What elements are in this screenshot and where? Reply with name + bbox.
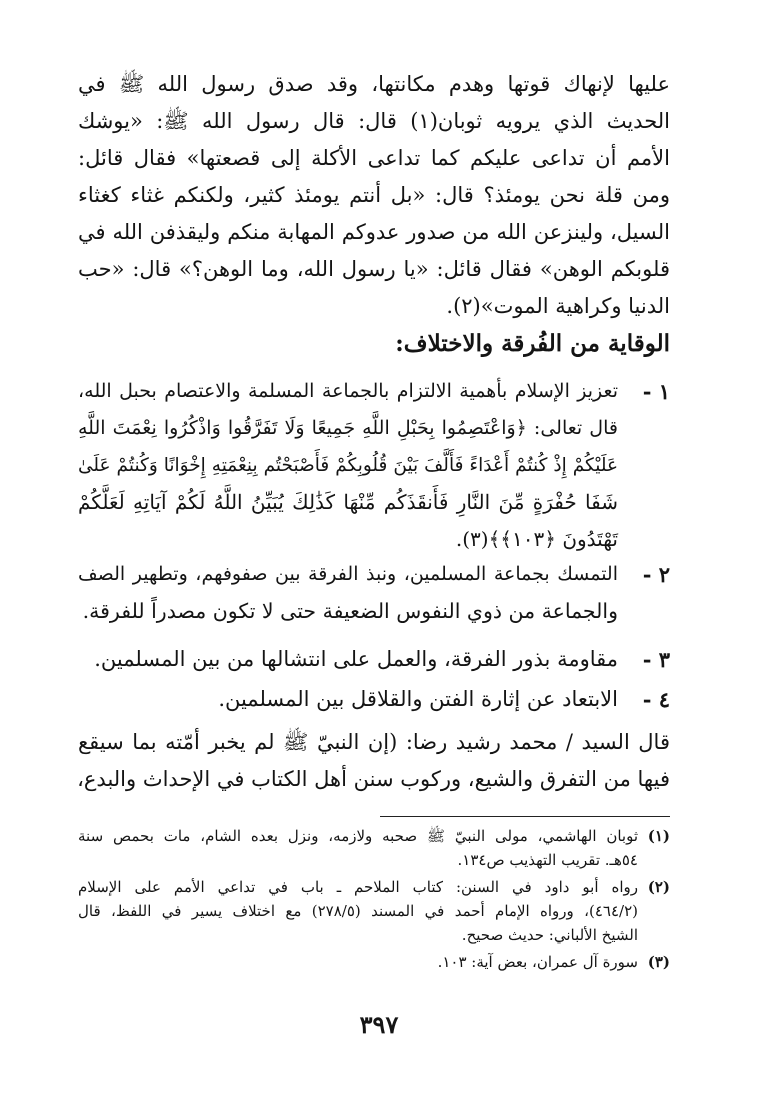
- footnote-number: (٣): [647, 953, 670, 971]
- list-item: [78, 373, 670, 558]
- footnote-number: (٢): [647, 878, 670, 896]
- list-item: [78, 641, 670, 678]
- quran-verse-line: عَلَيْكُمْ إِذْ كُنتُمْ أَعْدَاءً فَأَلَّفَ بَيْنَ قُلُوبِكُمْ فَأَصْبَحْتُم بِنِعْمَتِهِ إِخْوَانًا وَكُنتُمْ عَلَىٰ: [78, 455, 618, 476]
- text-line: الابتعاد عن إثارة الفتن والقلاقل بين المسلمين.: [218, 687, 618, 711]
- footnote-divider: [380, 816, 670, 817]
- list-item-number: ٢ -: [642, 562, 670, 587]
- footnote-line: ٥٤هـ. تقريب التهذيب ص١٣٤.: [457, 851, 638, 869]
- footnote-line: (٤٦٤/٢)، ورواه الإمام أحمد في المسند (٢٧٨/٥) مع اختلاف يسير في اللفظ، قال: [78, 902, 638, 920]
- list-item: [78, 556, 670, 630]
- text-line: الأمم أن تداعى عليكم كما تداعى الأكلة إلى قصعتها» فقال قائل:: [78, 146, 670, 170]
- footnote-line: ثوبان الهاشمي، مولى النبيّ ﷺ صحبه ولازمه، ونزل بعده الشام، مات بحمص سنة: [78, 827, 638, 845]
- section-heading: الوقاية من الفُرقة والاختلاف:: [395, 330, 670, 357]
- text-line: الدنيا وكراهية الموت»(٢).: [446, 294, 670, 318]
- text-line: عليها لإنهاك قوتها وهدم مكانتها، وقد صدق رسول الله ﷺ في: [78, 72, 670, 96]
- list-item-body: [78, 373, 618, 558]
- list-item-number: ١ -: [642, 379, 670, 404]
- footnote-line: سورة آل عمران، بعض آية: ١٠٣.: [437, 953, 638, 971]
- text-line: قال السيد / محمد رشيد رضا: (إن النبيّ ﷺ لم يخبر أمّته بما سيقع: [78, 730, 670, 754]
- footnote: [78, 824, 670, 872]
- footnote-line: رواه أبو داود في السنن: كتاب الملاحم ـ باب في تداعي الأمم على الإسلام: [78, 878, 638, 896]
- text-line: مقاومة بذور الفرقة، والعمل على انتشالها من بين المسلمين.: [94, 647, 618, 671]
- intro-paragraph: [78, 66, 670, 325]
- text-line: فيها من التفرق والشيع، وركوب سنن أهل الكتاب في الإحداث والبدع،: [77, 767, 670, 791]
- footnote-number: (١): [647, 827, 670, 845]
- text-line: الحديث الذي يرويه ثوبان(١) قال: قال رسول الله ﷺ: «يوشك: [78, 109, 670, 133]
- list-item-number: ٤ -: [642, 687, 670, 712]
- text-line: والجماعة من ذوي النفوس الضعيفة حتى لا تكون مصدراً للفرقة.: [82, 599, 618, 623]
- text-line: قلوبكم الوهن» فقال قائل: «يا رسول الله، وما الوهن؟» قال: «حب: [78, 257, 670, 281]
- list-item-body: [78, 681, 618, 718]
- quran-verse-line: تَهْتَدُونَ ﴿١٠٣﴾﴾(٣).: [455, 527, 618, 551]
- footnote-line: الشيخ الألباني: حديث صحيح.: [461, 926, 638, 944]
- quran-verse-line: قال تعالى: ﴿وَاعْتَصِمُوا بِحَبْلِ اللَّهِ جَمِيعًا وَلَا تَفَرَّقُوا وَاذْكُرُوا نِعْمَتَ اللَّهِ: [78, 417, 618, 439]
- footnotes: [78, 824, 670, 977]
- list-item-body: [78, 556, 618, 630]
- text-line: تعزيز الإسلام بأهمية الالتزام بالجماعة المسلمة والاعتصام بحبل الله،: [78, 380, 618, 402]
- footnote: [78, 950, 670, 974]
- list-item: [78, 681, 670, 718]
- quote-paragraph: [78, 724, 670, 798]
- page-number: ٣٩٧: [359, 1010, 399, 1039]
- text-line: ومن قلة نحن يومئذ؟ قال: «بل أنتم يومئذ كثير، ولكنكم غثاء كغثاء: [78, 183, 670, 207]
- list-item-number: ٣ -: [642, 647, 670, 672]
- list-item-body: [78, 641, 618, 678]
- footnote: [78, 875, 670, 947]
- text-line: السيل، ولينزعن الله من صدور عدوكم المهابة منكم وليقذفن الله في: [78, 220, 670, 244]
- quran-verse-line: شَفَا حُفْرَةٍ مِّنَ النَّارِ فَأَنقَذَكُم مِّنْهَا كَذَٰلِكَ يُبَيِّنُ اللَّهُ لَكُمْ آيَاتِهِ لَعَلَّكُمْ: [78, 490, 618, 514]
- text-line: التمسك بجماعة المسلمين، ونبذ الفرقة بين صفوفهم، وتطهير الصف: [78, 563, 618, 585]
